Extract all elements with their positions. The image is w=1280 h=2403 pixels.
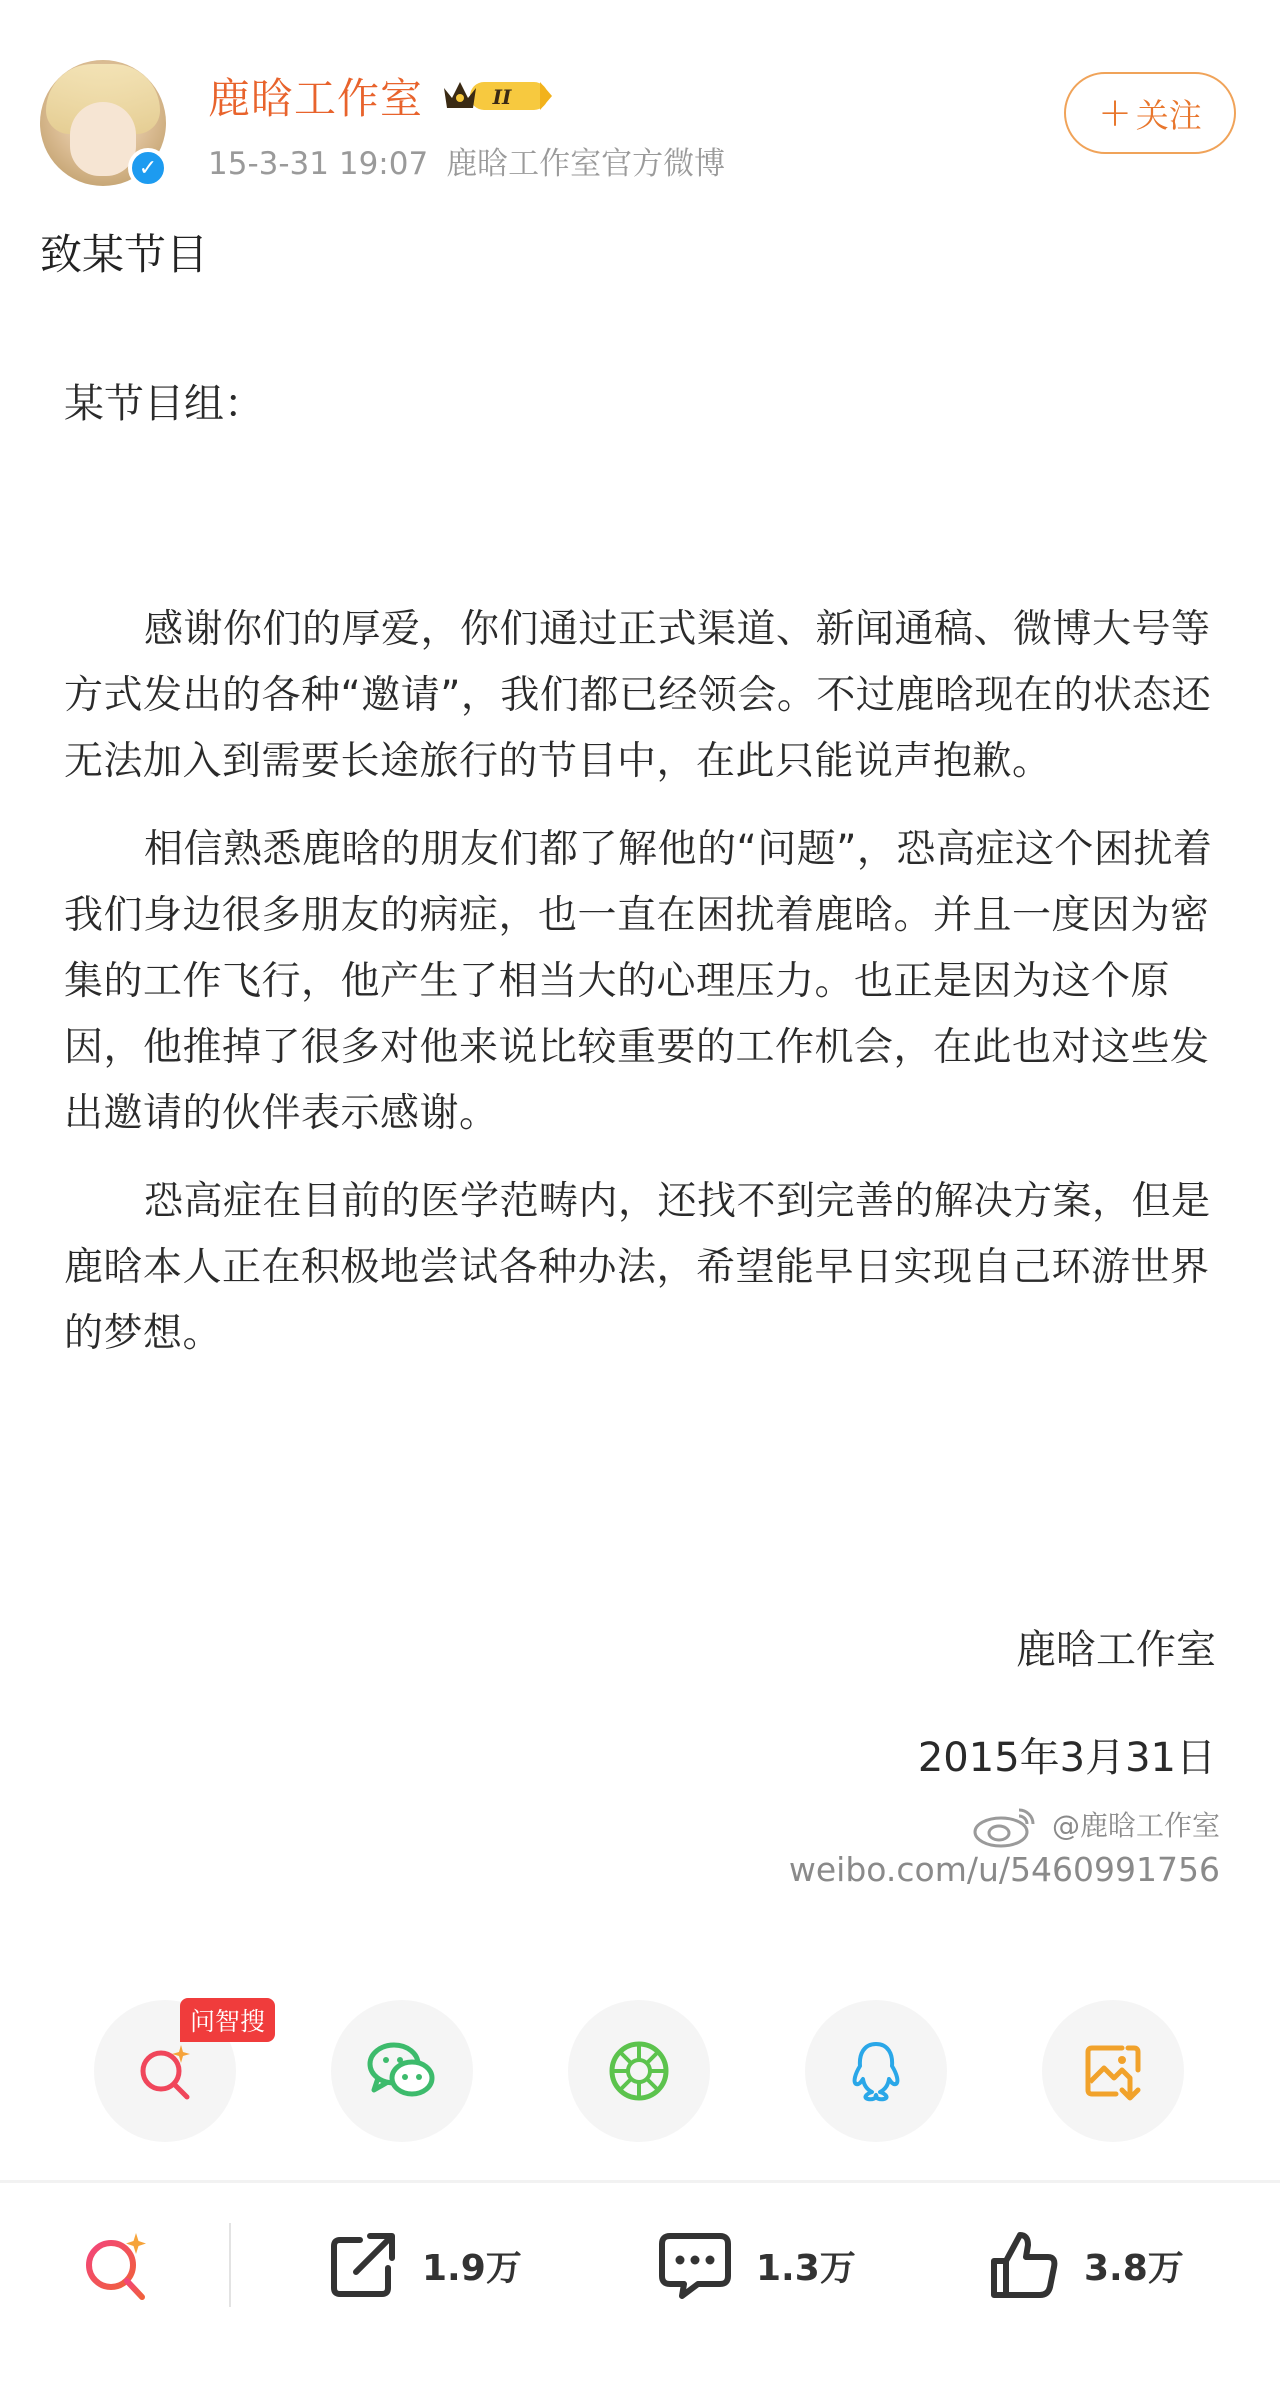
watermark-url: weibo.com/u/5460991756 — [788, 1850, 1220, 1889]
vip-crown-badge-icon — [440, 76, 554, 116]
weibo-watermark — [789, 1802, 1220, 1892]
ai-search-badge: 问智搜 — [180, 1998, 275, 2042]
action-separator — [229, 2223, 231, 2307]
post-meta — [208, 138, 725, 183]
share-wechat-button[interactable] — [331, 2000, 473, 2142]
like-count: 3.8万 — [1084, 2247, 1184, 2289]
avatar-face — [70, 102, 136, 176]
share-moments-button[interactable] — [568, 2000, 710, 2142]
plus-icon: + — [1098, 90, 1132, 136]
wechat-icon — [366, 2040, 438, 2102]
account-name[interactable]: 鹿晗工作室 — [208, 74, 424, 123]
comment-icon — [656, 2228, 734, 2302]
follow-label: 关注 — [1135, 95, 1202, 135]
like-button[interactable] — [986, 2227, 1184, 2303]
vip-level: II — [492, 85, 512, 109]
repost-icon — [326, 2228, 400, 2302]
save-image-button[interactable] — [1042, 2000, 1184, 2142]
ai-search-icon — [133, 2039, 197, 2103]
comment-count: 1.3万 — [756, 2247, 856, 2289]
letter-paragraph-1: 感谢你们的厚爱，你们通过正式渠道、新闻通稿、微博大号等方式发出的各种“邀请”，我们都已经领会。不过鹿晗现在的状态还无法加入到需要长途旅行的节目中，在此只能说声抱歉。 — [64, 607, 1212, 784]
letter-paragraph-3: 恐高症在目前的医学范畴内，还找不到完善的解决方案，但是鹿晗本人正在积极地尝试各种办法，希望能早日实现自己环游世界的梦想。 — [64, 1179, 1211, 1356]
watermark-handle: @鹿晗工作室 — [1051, 1809, 1220, 1842]
comment-button[interactable] — [656, 2227, 856, 2303]
letter-salutation: 某节目组： — [64, 381, 264, 427]
weibo-logo-icon — [971, 1804, 1041, 1848]
follow-button[interactable] — [1064, 72, 1236, 154]
post-title: 致某节目 — [40, 230, 209, 279]
letter-date: 2015年3月31日 — [917, 1735, 1216, 1781]
verified-badge-icon: ✓ — [128, 148, 168, 188]
share-qq-button[interactable] — [805, 2000, 947, 2142]
letter-paragraph-2: 相信熟悉鹿晗的朋友们都了解他的“问题”，恐高症这个困扰着我们身边很多朋友的病症，也一直在困扰着鹿晗。并且一度因为密集的工作飞行，他产生了相当大的心理压力。也正是因为这个原因，他推掉了很多对他来说比较重要的工作机会，在此也对这些发出邀请的伙伴表示感谢。 — [64, 827, 1213, 1136]
post-timestamp: 15-3-31 19:07 — [208, 146, 429, 182]
repost-count: 1.9万 — [422, 2247, 522, 2289]
ai-search-action[interactable] — [78, 2227, 154, 2303]
bottom-action-bar — [0, 2183, 1280, 2343]
post-source[interactable]: 鹿晗工作室官方微博 — [446, 146, 726, 182]
letter-image[interactable] — [64, 372, 1224, 1389]
letter-signature: 鹿晗工作室 — [1016, 1627, 1216, 1673]
save-image-icon — [1082, 2040, 1144, 2102]
repost-button[interactable] — [326, 2227, 522, 2303]
qq-icon — [846, 2038, 906, 2104]
thumbs-up-icon — [986, 2227, 1062, 2303]
moments-icon — [606, 2038, 672, 2104]
ai-search-icon — [78, 2227, 154, 2303]
